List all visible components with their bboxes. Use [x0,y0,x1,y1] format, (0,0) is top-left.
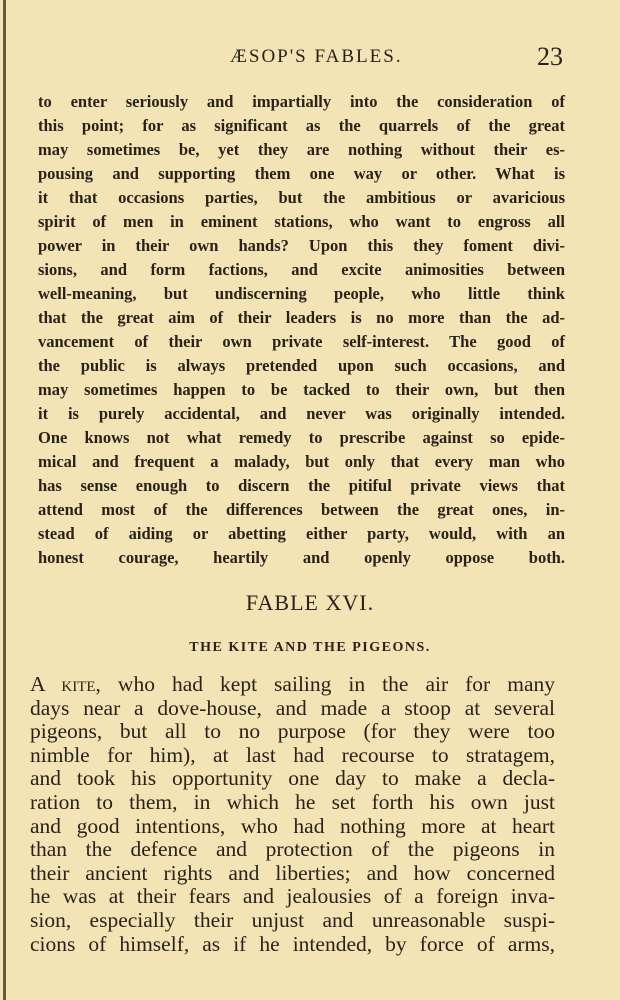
text-line: he was at their fears and jealousies of a foreign inva- [30,884,555,909]
text-line: stead of aiding or abetting either party, would, with an [38,524,565,543]
running-header [0,44,620,74]
page-binding-edge [3,0,6,1000]
text-line: may sometimes happen to be tacked to their own, but then [38,380,565,399]
text-line: that the great aim of their leaders is no more than the ad- [38,308,565,327]
text-line: nimble for him), at last had recourse to stratagem, [30,742,555,767]
text-line: their ancient rights and liberties; and how concerned [30,860,555,885]
opening-word: A kite, [30,672,101,696]
text-line: ration to them, in which he set forth his own just [30,789,555,814]
page-number: 23 [537,42,563,71]
text-line: may sometimes be, yet they are nothing without their es- [38,140,565,159]
fable-title: THE KITE AND THE PIGEONS. [189,640,431,655]
text-line: cions of himself, as if he intended, by force of arms, [30,931,555,956]
text-line [30,673,555,697]
text-line: to enter seriously and impartially into the consideration of [38,92,565,111]
text-line: spirit of men in eminent stations, who want to engross all [38,212,565,231]
text-line: power in their own hands? Upon this they foment divi- [38,236,565,255]
text-line: sions, and form factions, and excite animosities between [38,260,565,279]
text-line: it that occasions parties, but the ambitious or avaricious [38,188,565,207]
text-line: this point; for as significant as the quarrels of the great [38,116,565,135]
text-line: well-meaning, but undiscerning people, who little think [38,284,565,303]
fable-body [30,673,555,956]
running-title: ÆSOP'S FABLES. [230,46,403,67]
text-line: vancement of their own private self-interest. The good of [38,332,565,351]
text-line: mical and frequent a malady, but only that every man who [38,452,565,471]
text-line: the public is always pretended upon such occasions, and [38,356,565,375]
text-line: One knows not what remedy to prescribe against so epide- [38,428,565,447]
first-line-rest: who had kept sailing in the air for many [100,672,555,696]
text-line: and good intentions, who had nothing more at heart [30,813,555,838]
text-line: and took his opportunity one day to make a decla- [30,766,555,791]
fable-number: FABLE XVI. [245,590,375,615]
text-line: honest courage, heartily and openly oppose both. [38,548,565,567]
text-line: pigeons, but all to no purpose (for they were too [30,719,555,744]
text-line: than the defence and protection of the pigeons in [30,837,555,862]
text-line: sion, especially their unjust and unreasonable suspi- [30,907,555,932]
text-line: attend most of the differences between the great ones, in- [38,500,565,519]
text-line: days near a dove-house, and made a stoop at several [30,695,555,720]
text-line: has sense enough to discern the pitiful private views that [38,476,565,495]
text-line: pousing and supporting them one way or other. What is [38,164,565,183]
text-line: it is purely accidental, and never was originally intended. [38,404,565,423]
intro-paragraph [38,90,565,570]
